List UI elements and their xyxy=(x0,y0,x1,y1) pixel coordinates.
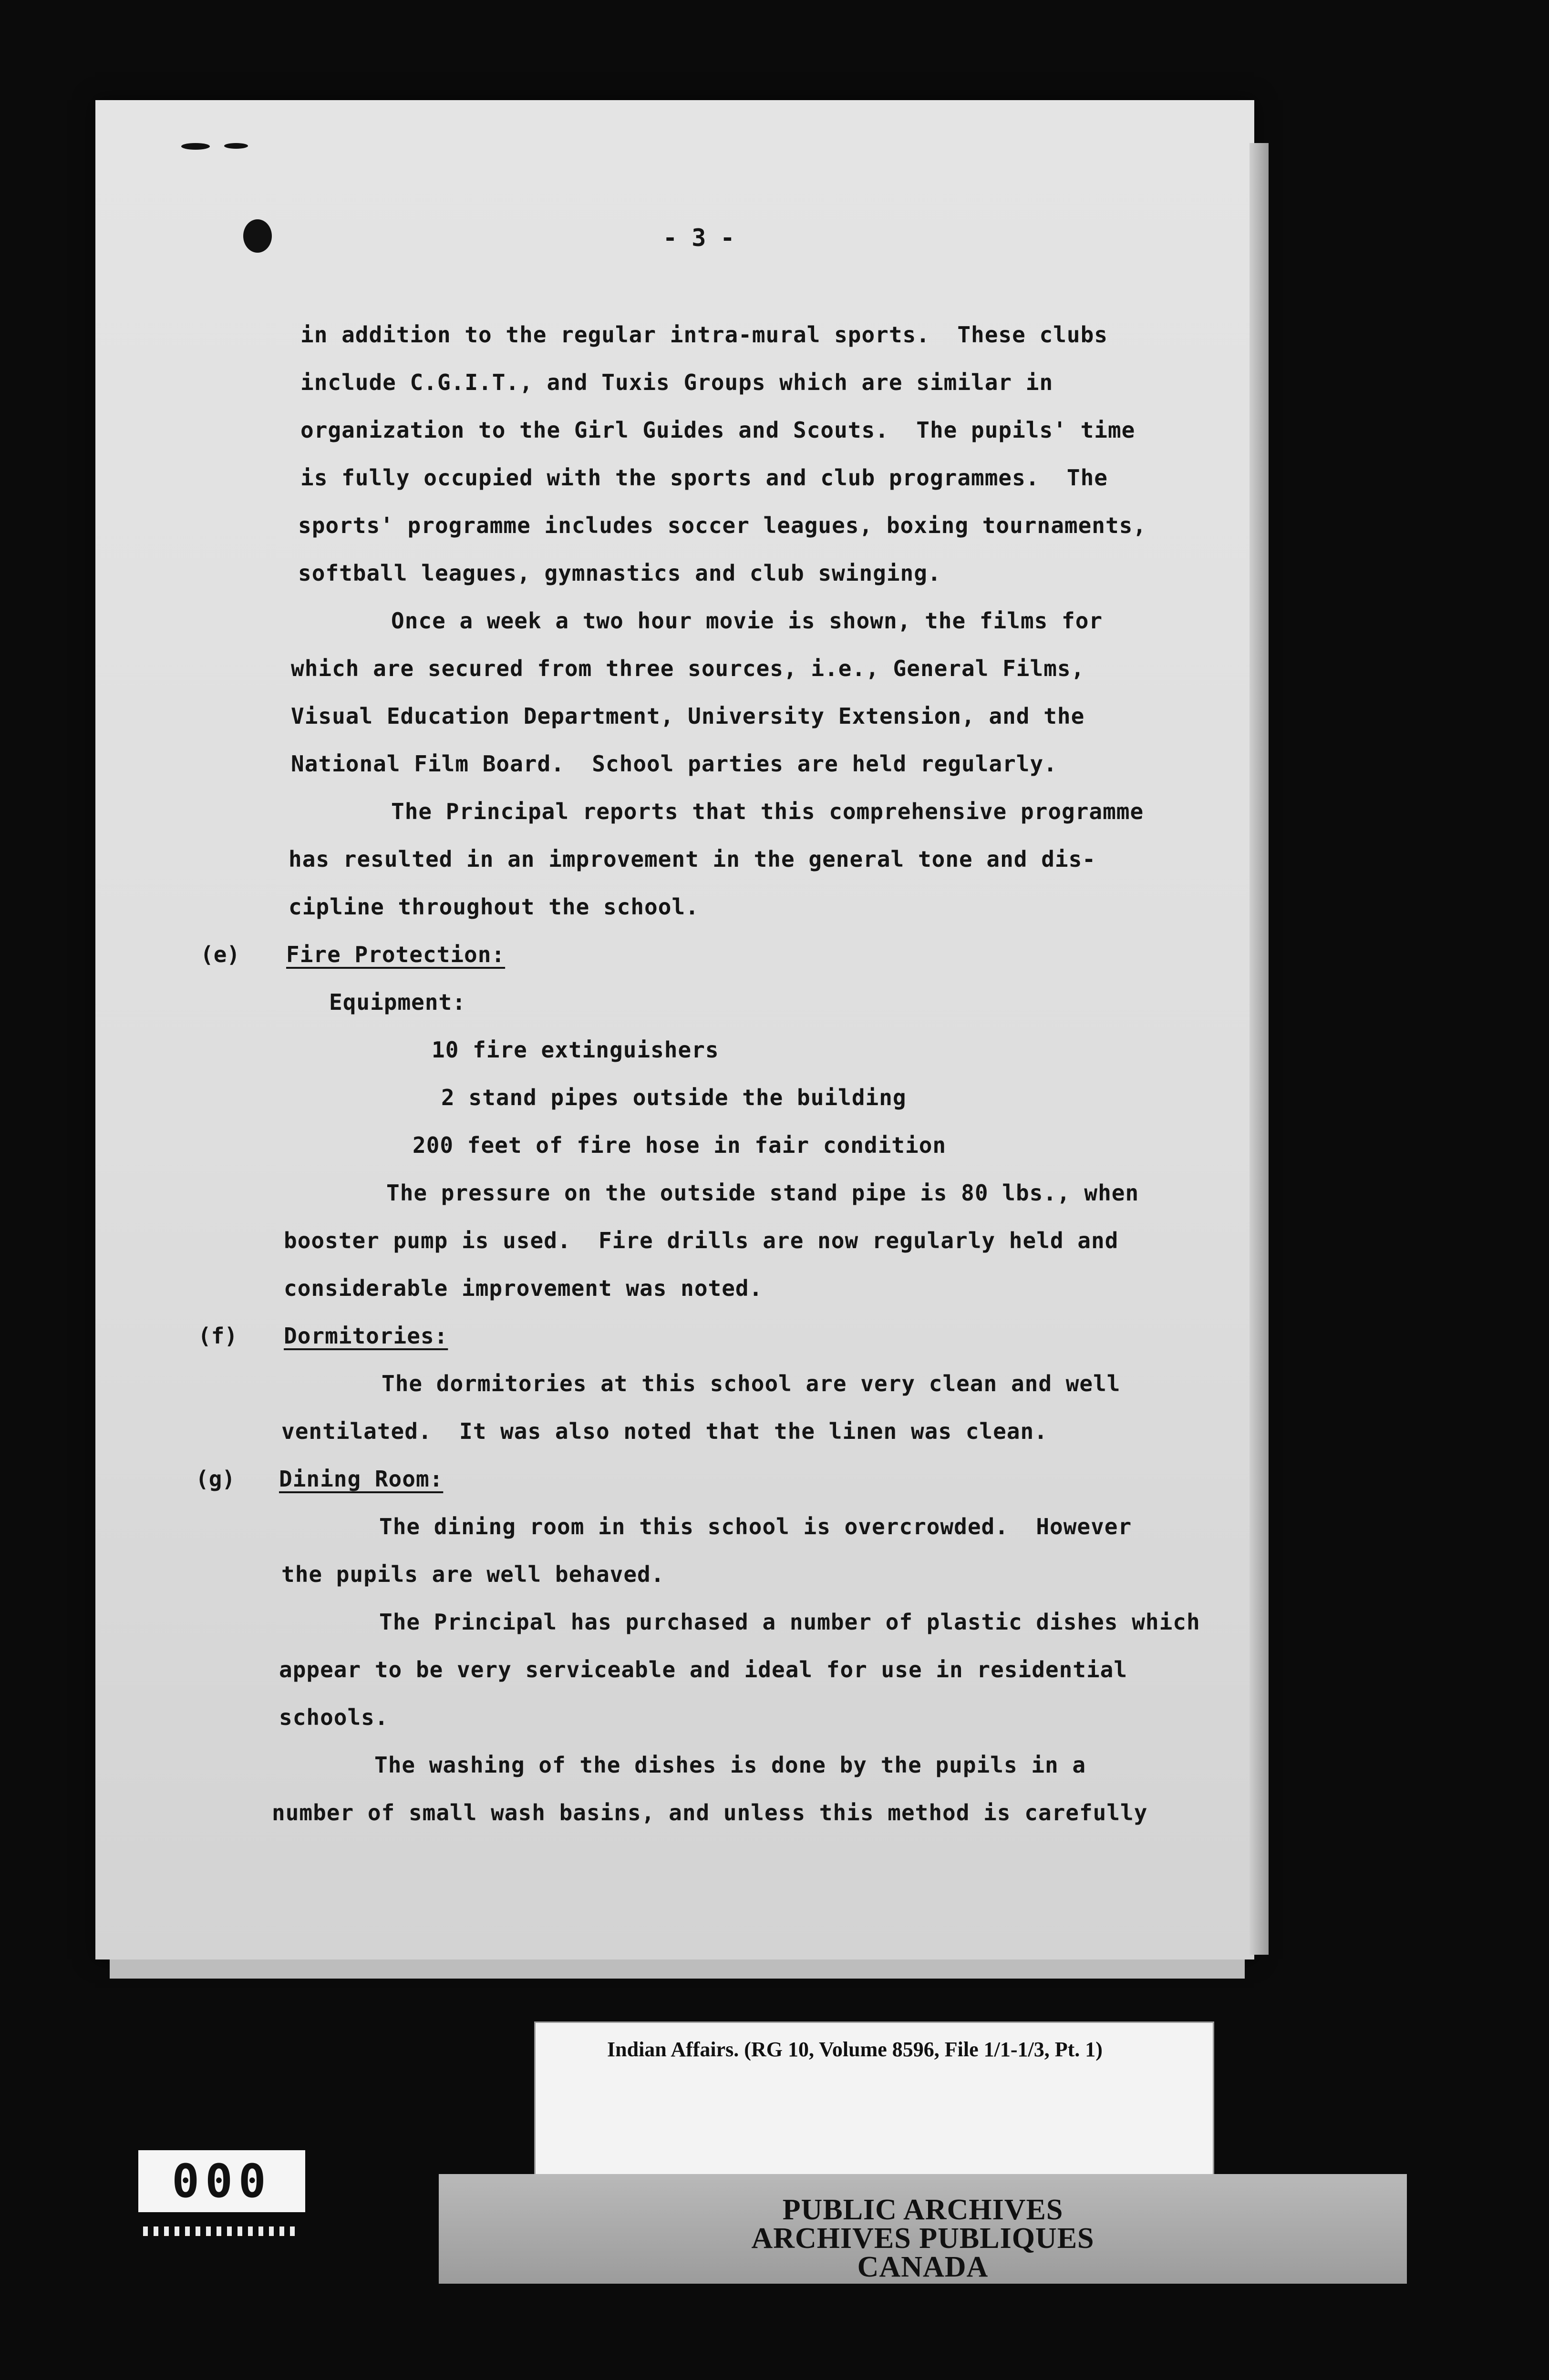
text-line: considerable improvement was noted. xyxy=(284,1275,763,1301)
text-line: National Film Board. School parties are held regularly. xyxy=(291,751,1057,777)
page-bottom-edge xyxy=(110,1959,1245,1979)
text-line: in addition to the regular intra-mural sports. These clubs xyxy=(300,322,1108,348)
frame-counter: 000 xyxy=(138,2150,305,2212)
list-item: 200 feet of fire hose in fair condition xyxy=(413,1132,947,1158)
archive-stamp xyxy=(439,2174,1407,2284)
section-heading: Dining Room: xyxy=(279,1466,444,1492)
section-marker: (f) xyxy=(198,1323,238,1349)
section-marker: (g) xyxy=(196,1466,236,1492)
text-line: cipline throughout the school. xyxy=(289,894,699,920)
text-line: The Principal has purchased a number of plastic dishes which xyxy=(379,1609,1200,1635)
text-line: Once a week a two hour movie is shown, the films for xyxy=(391,608,1103,634)
ink-blot xyxy=(243,219,272,253)
page-number: - 3 - xyxy=(663,224,735,252)
text-line: number of small wash basins, and unless this method is carefully xyxy=(272,1800,1148,1826)
page-edge xyxy=(1250,143,1269,1955)
section-heading: Dormitories: xyxy=(284,1323,448,1349)
list-item: 2 stand pipes outside the building xyxy=(441,1085,907,1110)
text-line: The pressure on the outside stand pipe is 80 lbs., when xyxy=(386,1180,1139,1206)
archive-reference: Indian Affairs. (RG 10, Volume 8596, File 1/1-1/3, Pt. 1) xyxy=(607,2038,1103,2061)
text-line: Visual Education Department, University Extension, and the xyxy=(291,703,1085,729)
stamp-line-3: CANADA xyxy=(857,2251,989,2283)
ink-mark xyxy=(224,143,248,149)
section-subheading: Equipment: xyxy=(329,989,466,1015)
film-sprocket-ticks xyxy=(143,2226,296,2236)
text-line: sports' programme includes soccer leagues, boxing tournaments, xyxy=(298,513,1147,538)
text-line: the pupils are well behaved. xyxy=(281,1561,665,1587)
text-line: which are secured from three sources, i.e., General Films, xyxy=(291,656,1085,681)
text-line: organization to the Girl Guides and Scouts. The pupils' time xyxy=(300,417,1136,443)
text-line: The Principal reports that this comprehensive programme xyxy=(391,799,1144,824)
section-heading: Fire Protection: xyxy=(286,942,506,967)
text-line: The washing of the dishes is done by the pupils in a xyxy=(374,1752,1086,1778)
text-line: The dormitories at this school are very clean and well xyxy=(382,1371,1121,1396)
text-line: schools. xyxy=(279,1704,389,1730)
text-line: booster pump is used. Fire drills are now regularly held and xyxy=(284,1228,1119,1253)
text-line: appear to be very serviceable and ideal for use in residential xyxy=(279,1657,1128,1682)
archive-reference-card xyxy=(534,2021,1214,2182)
section-marker: (e) xyxy=(200,942,240,967)
ink-mark xyxy=(181,143,210,150)
stamp-line-1: PUBLIC ARCHIVES xyxy=(782,2194,1064,2226)
text-line: ventilated. It was also noted that the linen was clean. xyxy=(281,1418,1048,1444)
list-item: 10 fire extinguishers xyxy=(432,1037,719,1063)
text-line: The dining room in this school is overcrowded. However xyxy=(379,1514,1132,1539)
text-line: is fully occupied with the sports and club programmes. The xyxy=(300,465,1108,491)
stamp-line-2: ARCHIVES PUBLIQUES xyxy=(751,2222,1095,2255)
text-line: include C.G.I.T., and Tuxis Groups which are similar in xyxy=(300,369,1053,395)
text-line: has resulted in an improvement in the general tone and dis- xyxy=(289,846,1096,872)
text-line: softball leagues, gymnastics and club swinging. xyxy=(298,560,941,586)
